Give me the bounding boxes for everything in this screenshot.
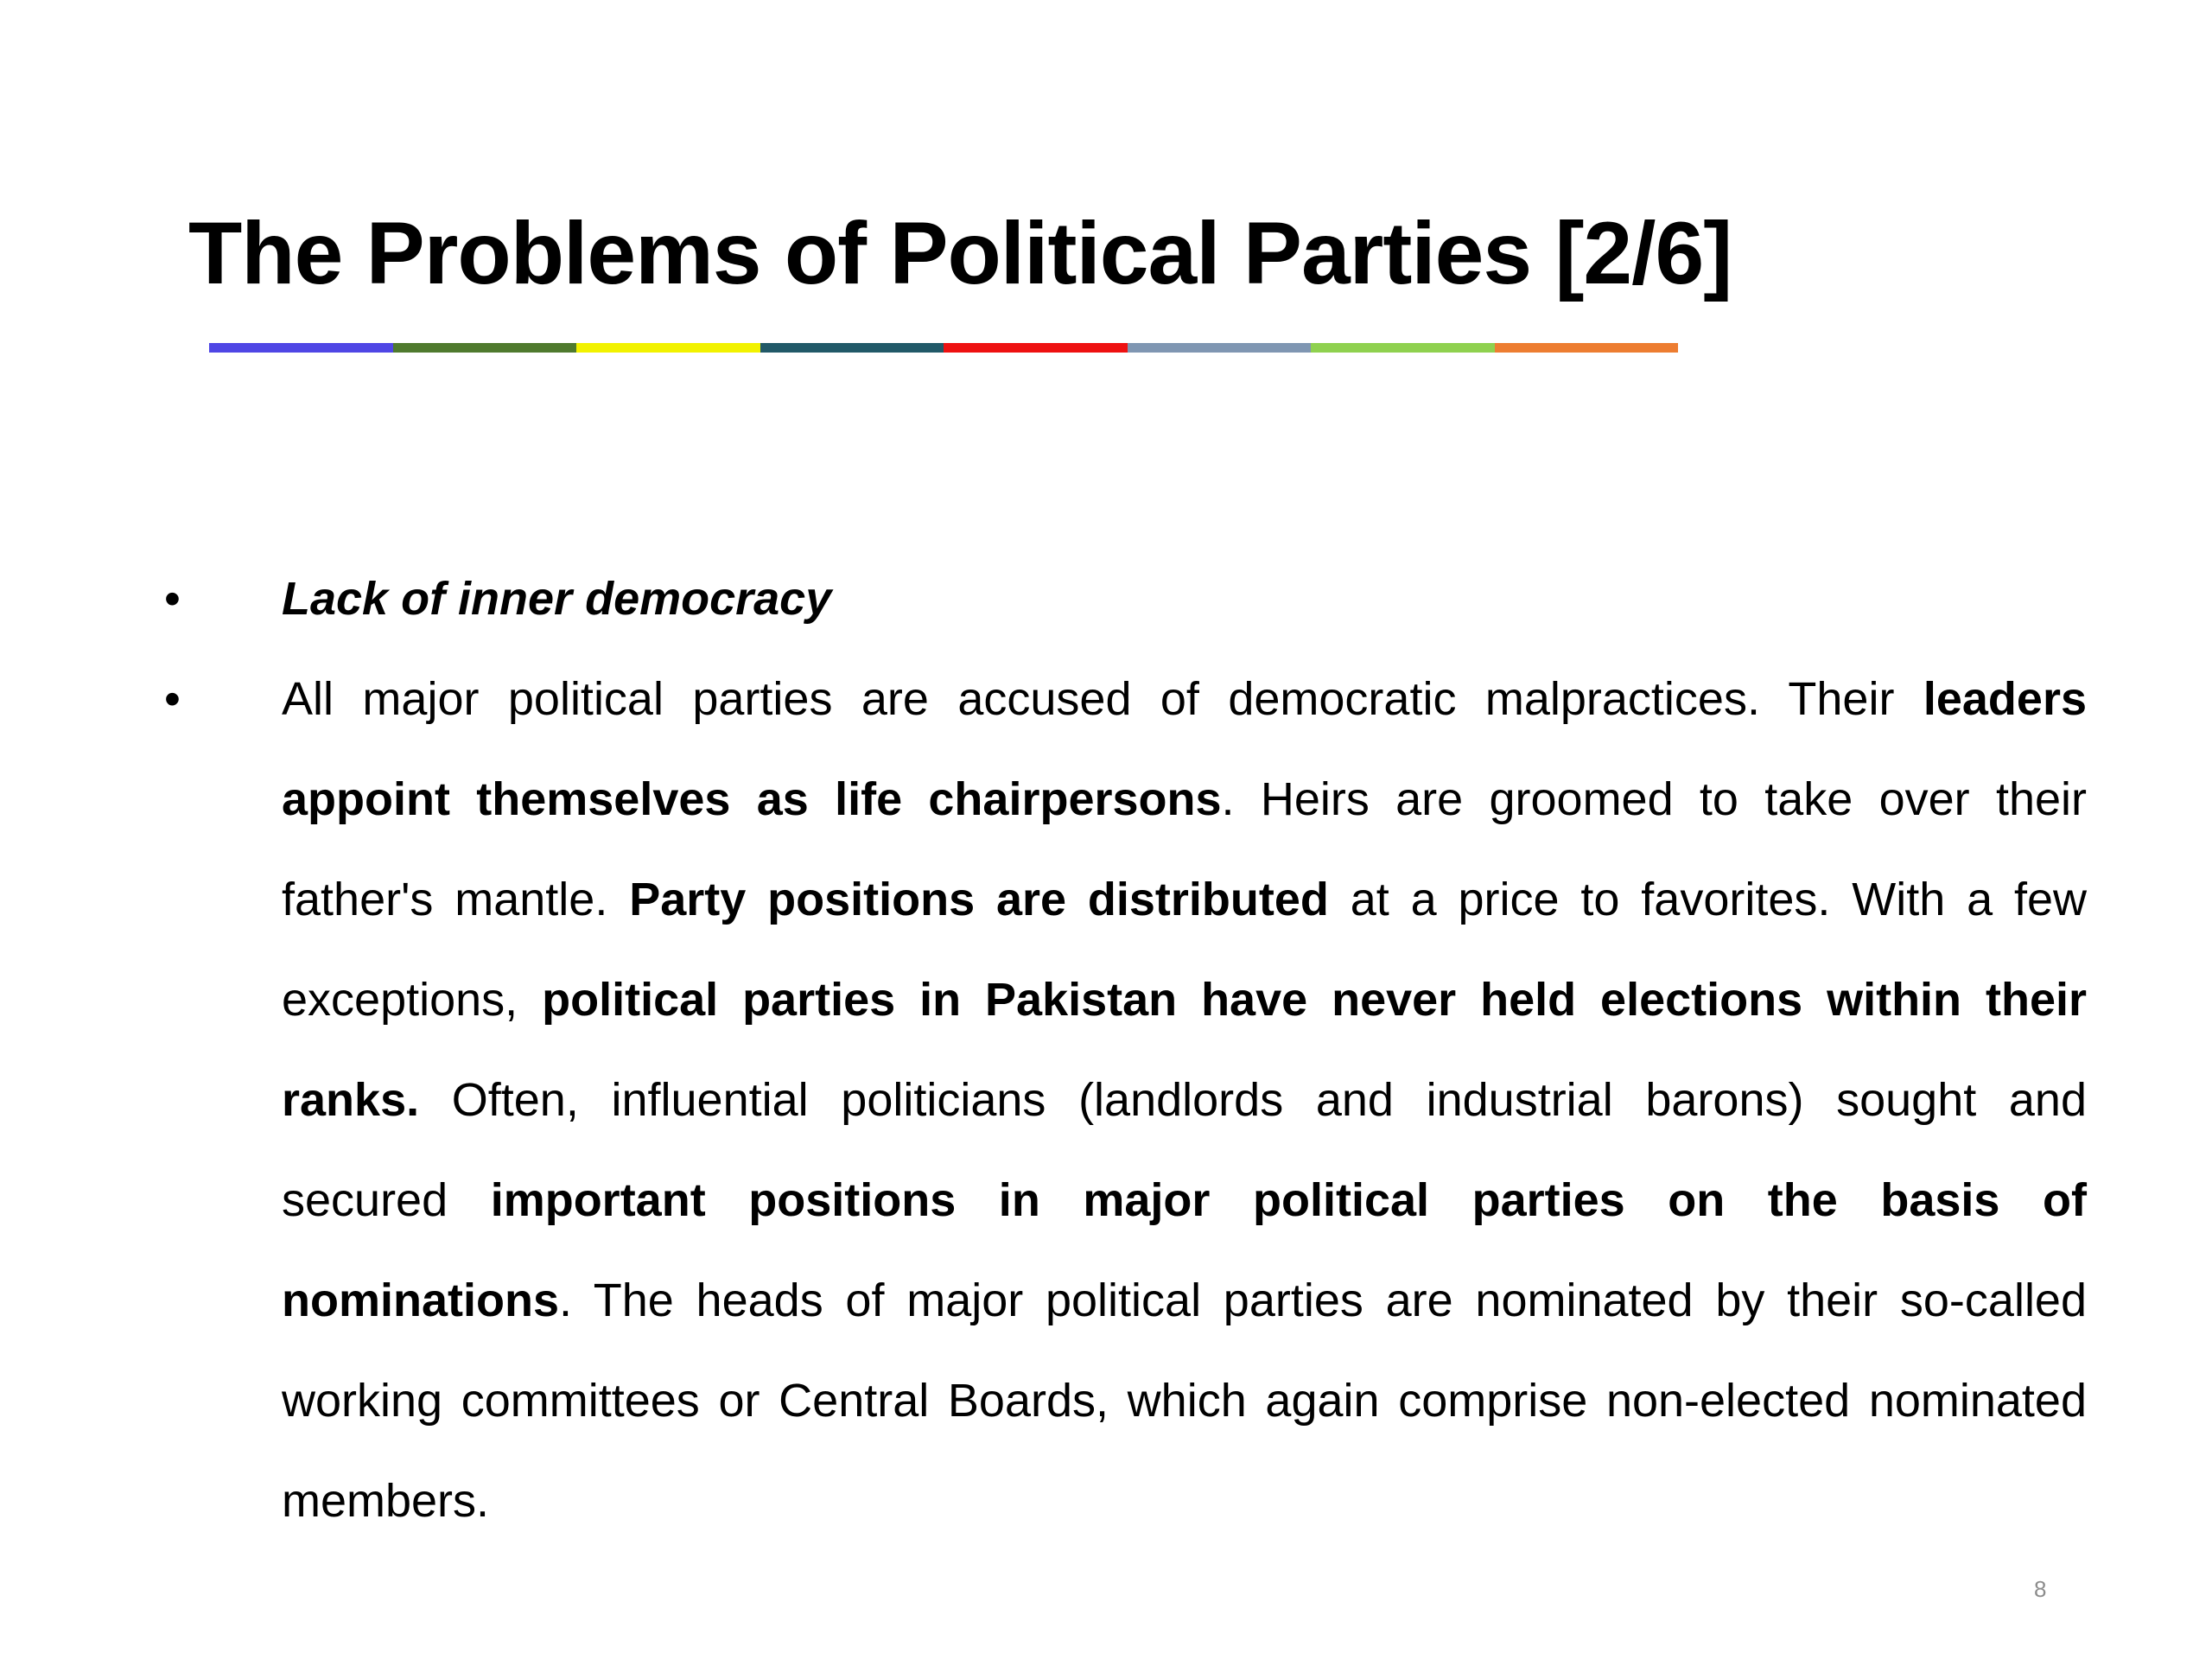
rule-segment: [1495, 343, 1679, 353]
bullet-list: [164, 549, 2087, 1551]
paragraph-run: political parties in Pakistan have never held elections within their ranks.: [282, 974, 2087, 1126]
paragraph-run: Party positions are distributed: [629, 874, 1329, 925]
paragraph-run: at a price to favorites. With a few exceptions,: [282, 874, 2087, 1026]
rule-segment: [393, 343, 577, 353]
rule-segment: [944, 343, 1128, 353]
bullet-paragraph: [282, 649, 2087, 1551]
paragraph-run: . Heirs are groomed to take over their father's mantle.: [282, 773, 2087, 925]
bullet-item-heading: [164, 549, 2087, 649]
bullet-marker: •: [164, 573, 181, 625]
rule-segment: [1311, 343, 1495, 353]
bullet-marker: •: [164, 673, 181, 725]
bullet-item-paragraph: [164, 649, 2087, 1551]
paragraph-run: important positions in major political parties on the basis of nominations: [282, 1174, 2087, 1326]
bullet-heading: Lack of inner democracy: [282, 573, 832, 625]
paragraph-run: . The heads of major political parties are nominated by their so-called working committees or Central Boards, which again comprise non-elected nominated members.: [282, 1274, 2087, 1527]
page-number: 8: [2034, 1576, 2047, 1602]
title-color-rule: [209, 343, 1678, 353]
rule-segment: [760, 343, 944, 353]
rule-segment: [209, 343, 393, 353]
paragraph-run: Often, influential politicians (landlords and industrial barons) sought and secured: [282, 1074, 2087, 1226]
paragraph-run: All major political parties are accused of democratic malpractices. Their: [282, 673, 1923, 725]
rule-segment: [1128, 343, 1312, 353]
rule-segment: [576, 343, 760, 353]
paragraph-run: leaders appoint themselves as life chairpersons: [282, 673, 2087, 825]
slide-title: The Problems of Political Parties [2/6]: [188, 204, 1732, 302]
